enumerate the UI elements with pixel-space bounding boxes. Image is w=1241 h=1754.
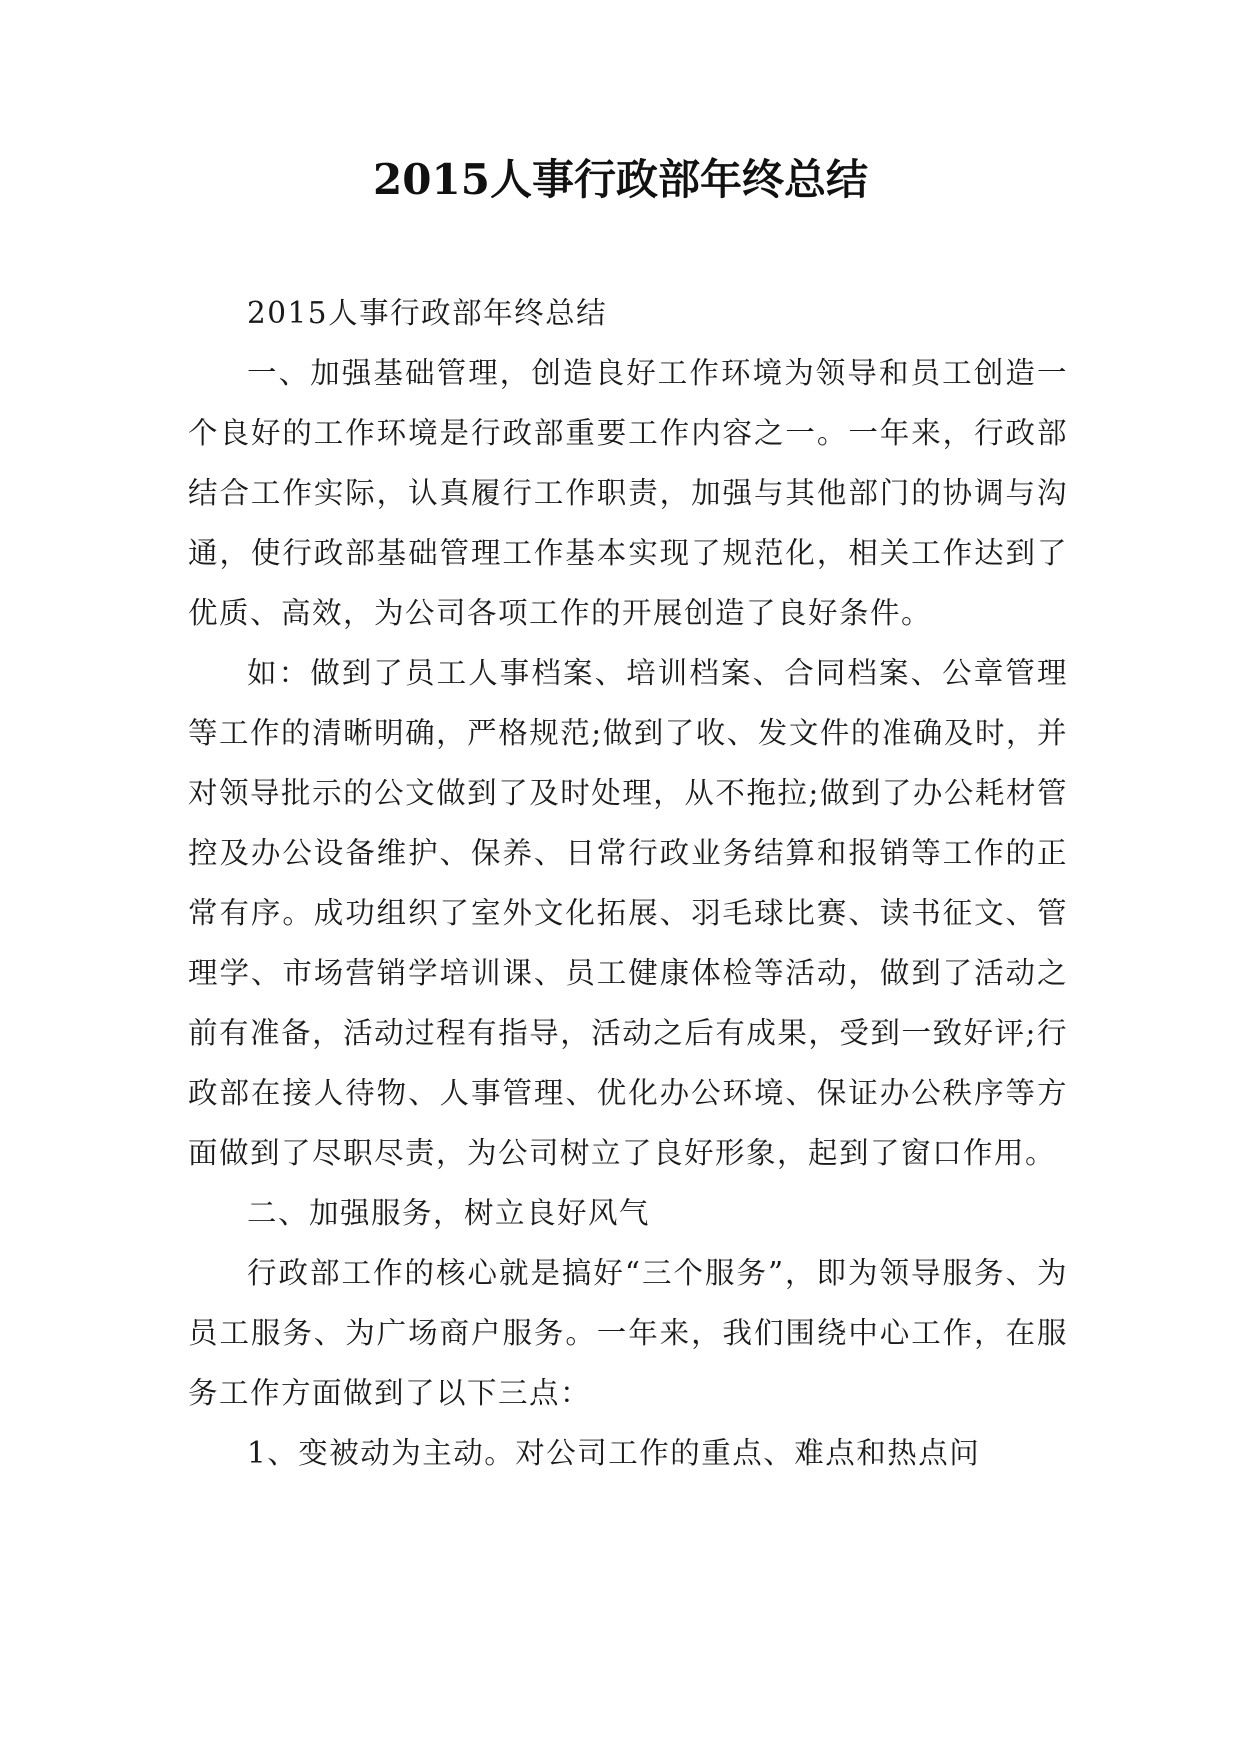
paragraph-section-1: 一、加强基础管理，创造良好工作环境为领导和员工创造一个良好的工作环境是行政部重要工作内容之一。一年来，行政部结合工作实际，认真履行工作职责，加强与其他部门的协调与沟通，使行政部基础管理工作基本实现了规范化，相关工作达到了优质、高效，为公司各项工作的开展创造了良好条件。 <box>188 356 1068 630</box>
document-body <box>188 283 1068 1483</box>
paragraph-point-1: 1、变被动为主动。对公司工作的重点、难点和热点问 <box>247 1436 981 1470</box>
paragraph-subtitle: 2015人事行政部年终总结 <box>247 296 608 330</box>
paragraph-examples: 如：做到了员工人事档案、培训档案、合同档案、公章管理等工作的清晰明确，严格规范;做到了收、发文件的准确及时，并对领导批示的公文做到了及时处理，从不拖拉;做到了办公耗材管控及办公设备维护、保养、日常行政业务结算和报销等工作的正常有序。成功组织了室外文化拓展、羽毛球比赛、读书征文、管理学、市场营销学培训课、员工健康体检等活动，做到了活动之前有准备，活动过程有指导，活动之后有成果，受到一致好评;行政部在接人待物、人事管理、优化办公环境、保证办公秩序等方面做到了尽职尽责，为公司树立了良好形象，起到了窗口作用。 <box>188 656 1068 1170</box>
document-title: 2015人事行政部年终总结 <box>373 155 868 204</box>
paragraph-three-services: 行政部工作的核心就是搞好“三个服务”，即为领导服务、为员工服务、为广场商户服务。一年来，我们围绕中心工作，在服务工作方面做到了以下三点： <box>188 1256 1068 1410</box>
paragraph-section-2-heading: 二、加强服务，树立良好风气 <box>247 1196 651 1230</box>
